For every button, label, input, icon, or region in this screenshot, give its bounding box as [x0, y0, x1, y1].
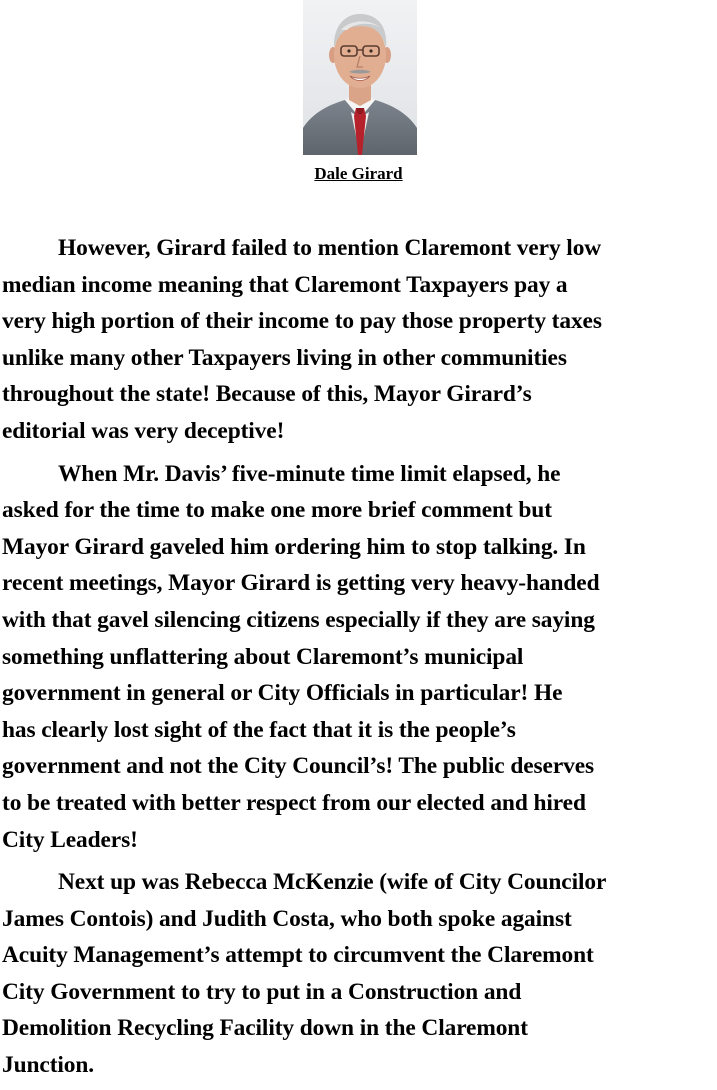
text-line: government in general or City Officials in particular! He — [2, 680, 563, 707]
text-line: unlike many other Taxpayers living in other communities — [2, 344, 567, 371]
article-body — [2, 230, 717, 1090]
text-line: James Contois) and Judith Costa, who both spoke against — [2, 905, 572, 932]
text-line: Next up was Rebecca McKenzie (wife of City Councilor — [58, 869, 607, 896]
text-line: to be treated with better respect from our elected and hired — [2, 789, 586, 816]
text-line: Demolition Recycling Facility down in the Claremont — [2, 1015, 528, 1042]
paragraph — [2, 864, 717, 1084]
text-line: When Mr. Davis’ five-minute time limit elapsed, he — [58, 460, 561, 487]
text-line: very high portion of their income to pay those property taxes — [2, 308, 602, 335]
text-line: City Leaders! — [2, 826, 138, 853]
text-line: something unflattering about Claremont’s municipal — [2, 643, 524, 670]
text-line: Junction. — [2, 1052, 95, 1079]
portrait-illustration — [303, 0, 417, 155]
text-line: throughout the state! Because of this, Mayor Girard’s — [2, 381, 532, 408]
text-line: Acuity Management’s attempt to circumvent the Claremont — [2, 942, 594, 969]
text-line: City Government to try to put in a Construction and — [2, 978, 522, 1005]
photo-caption: Dale Girard — [314, 164, 403, 183]
text-line: has clearly lost sight of the fact that it is the people’s — [2, 716, 516, 743]
text-line: government and not the City Council’s! The public deserves — [2, 753, 594, 780]
text-line: However, Girard failed to mention Claremont very low — [58, 235, 602, 261]
paragraph — [2, 456, 717, 859]
text-line: Mayor Girard gaveled him ordering him to stop talking. In — [2, 533, 586, 560]
text-line: asked for the time to make one more brief comment but — [2, 497, 552, 524]
portrait-photo — [303, 0, 417, 155]
paragraph — [2, 230, 717, 450]
text-line: median income meaning that Claremont Taxpayers pay a — [2, 271, 568, 298]
text-line: with that gavel silencing citizens especially if they are saying — [2, 606, 595, 633]
text-line: recent meetings, Mayor Girard is getting very heavy-handed — [2, 570, 600, 597]
text-line: editorial was very deceptive! — [2, 417, 285, 444]
